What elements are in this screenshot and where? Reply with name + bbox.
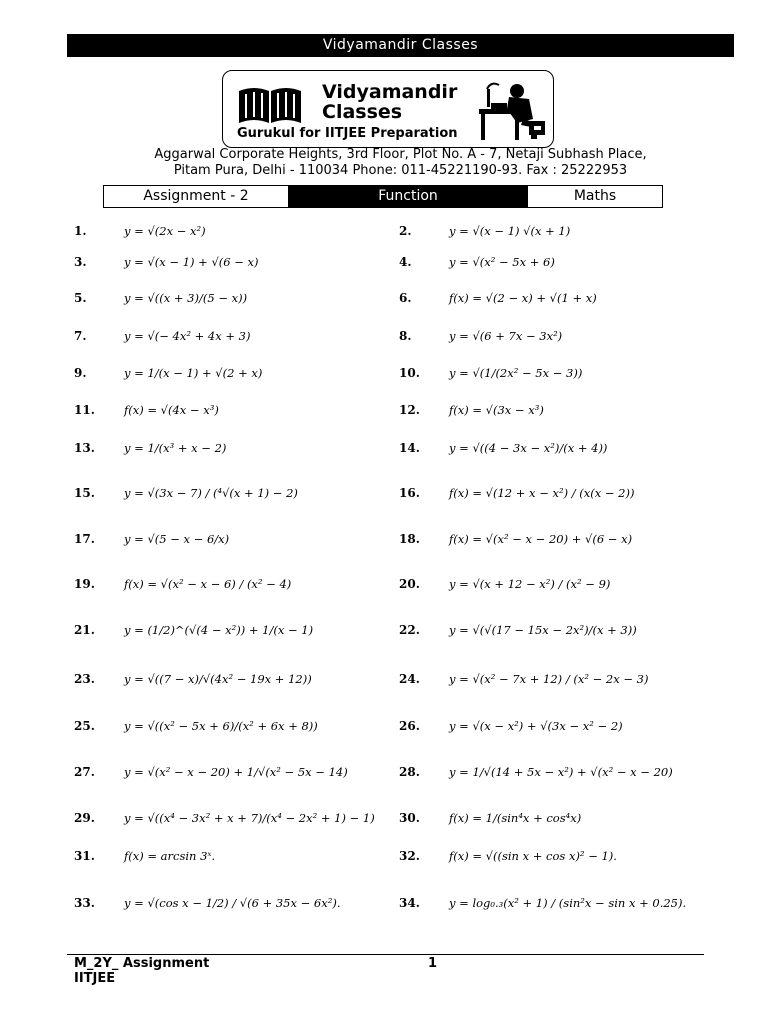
problem-expression: y = √(x − 1) √(x + 1) xyxy=(449,224,571,238)
problem-item xyxy=(399,570,610,598)
problem-expression: y = √((x² − 5x + 6)/(x² + 6x + 8)) xyxy=(124,719,318,733)
problem-expression: y = √((7 − x)/√(4x² − 19x + 12)) xyxy=(124,672,312,686)
problem-number: 4. xyxy=(399,255,412,269)
problem-item xyxy=(74,889,341,917)
problem-item xyxy=(74,616,313,644)
problem-number: 1. xyxy=(74,224,87,238)
problem-expression: y = √(5 − x − 6/x) xyxy=(124,532,230,546)
problem-item xyxy=(399,396,544,424)
problem-item xyxy=(399,804,581,832)
problem-expression: y = √((4 − 3x − x²)/(x + 4)) xyxy=(449,441,608,455)
problem-expression: y = √(x² − 7x + 12) / (x² − 2x − 3) xyxy=(449,672,649,686)
problem-expression: y = √(x − x²) + √(3x − x² − 2) xyxy=(449,719,623,733)
problem-item xyxy=(74,525,229,553)
problem-number: 12. xyxy=(399,403,420,417)
problem-expression: y = √(− 4x² + 4x + 3) xyxy=(124,329,251,343)
problem-number: 16. xyxy=(399,486,420,500)
problem-number: 3. xyxy=(74,255,87,269)
problem-expression: y = 1/√(14 + 5x − x²) + √(x² − x − 20) xyxy=(449,765,673,779)
problem-number: 25. xyxy=(74,719,95,733)
address-line-2: Pitam Pura, Delhi - 110034 Phone: 011-45221190-93. Fax : 25222953 xyxy=(173,163,628,178)
problem-number: 31. xyxy=(74,849,95,863)
problem-item xyxy=(74,712,318,740)
problem-item xyxy=(399,665,648,693)
logo-name-line2: Classes xyxy=(322,101,403,123)
problem-item xyxy=(74,842,215,870)
header-title: Vidyamandir Classes xyxy=(67,34,734,57)
problem-expression: f(x) = √(3x − x³) xyxy=(449,403,544,417)
problem-item xyxy=(74,434,226,462)
logo-name-line1: Vidyamandir xyxy=(322,81,458,103)
problem-item xyxy=(74,284,247,312)
problem-item xyxy=(74,396,219,424)
problem-expression: y = √(6 + 7x − 3x²) xyxy=(449,329,563,343)
problem-expression: f(x) = arcsin 3ˣ. xyxy=(124,849,216,863)
page-number: 1 xyxy=(428,956,438,971)
problem-expression: y = √(1/(2x² − 5x − 3)) xyxy=(449,366,583,380)
problem-item xyxy=(74,359,262,387)
problem-item xyxy=(74,665,312,693)
topic-label: Function xyxy=(288,186,528,207)
problem-number: 18. xyxy=(399,532,420,546)
problem-expression: y = √((x + 3)/(5 − x)) xyxy=(124,291,248,305)
assignment-bar xyxy=(103,185,663,208)
problem-item xyxy=(74,804,375,832)
problem-expression: y = √(√(17 − 15x − 2x²)/(x + 3)) xyxy=(449,623,637,637)
problem-item xyxy=(399,525,632,553)
problem-item xyxy=(399,842,617,870)
problem-number: 30. xyxy=(399,811,420,825)
problem-expression: f(x) = √(2 − x) + √(1 + x) xyxy=(449,291,597,305)
problem-number: 13. xyxy=(74,441,95,455)
problem-item xyxy=(399,758,673,786)
problem-item xyxy=(74,479,298,507)
problem-expression: f(x) = √(4x − x³) xyxy=(124,403,219,417)
problem-number: 32. xyxy=(399,849,420,863)
problem-number: 33. xyxy=(74,896,95,910)
problem-item xyxy=(74,758,348,786)
problem-number: 8. xyxy=(399,329,412,343)
problem-number: 7. xyxy=(74,329,87,343)
problem-expression: f(x) = √((sin x + cos x)² − 1). xyxy=(449,849,617,863)
problem-number: 15. xyxy=(74,486,95,500)
problem-expression: y = √(2x − x²) xyxy=(124,224,206,238)
address-line-1: Aggarwal Corporate Heights, 3rd Floor, Plot No. A - 7, Netaji Subhash Place, xyxy=(154,147,647,162)
open-book-icon xyxy=(237,85,303,125)
problem-number: 27. xyxy=(74,765,95,779)
problem-expression: y = √(x + 12 − x²) / (x² − 9) xyxy=(449,577,611,591)
problem-number: 24. xyxy=(399,672,420,686)
problem-number: 9. xyxy=(74,366,87,380)
problem-expression: f(x) = √(x² − x − 20) + √(6 − x) xyxy=(449,532,633,546)
logo-tagline: Gurukul for IITJEE Preparation xyxy=(237,126,458,141)
problem-item xyxy=(399,359,582,387)
assignment-label: Assignment - 2 xyxy=(143,188,249,204)
problem-expression: y = √(cos x − 1/2) / √(6 + 35x − 6x²). xyxy=(124,896,341,910)
problem-item xyxy=(399,284,597,312)
problem-number: 2. xyxy=(399,224,412,238)
problem-expression: y = 1/(x − 1) + √(2 + x) xyxy=(124,366,263,380)
problem-item xyxy=(399,434,607,462)
problem-number: 6. xyxy=(399,291,412,305)
problem-expression: f(x) = 1/(sin⁴x + cos⁴x) xyxy=(449,811,582,825)
problem-number: 28. xyxy=(399,765,420,779)
problem-item xyxy=(399,217,570,245)
problem-number: 22. xyxy=(399,623,420,637)
problem-number: 17. xyxy=(74,532,95,546)
logo-name xyxy=(322,82,457,122)
problem-expression: y = √(3x − 7) / (⁴√(x + 1) − 2) xyxy=(124,486,298,500)
problem-number: 11. xyxy=(74,403,95,417)
problem-item xyxy=(399,616,637,644)
problem-item xyxy=(399,479,634,507)
problem-number: 14. xyxy=(399,441,420,455)
problem-expression: y = √(x² − x − 20) + 1/√(x² − 5x − 14) xyxy=(124,765,348,779)
problem-expression: y = (1/2)^(√(4 − x²)) + 1/(x − 1) xyxy=(124,623,314,637)
problem-item xyxy=(74,248,259,276)
logo xyxy=(222,70,554,148)
problem-number: 10. xyxy=(399,366,420,380)
subject-label: Maths xyxy=(573,188,617,204)
problem-expression: y = log₀.₃(x² + 1) / (sin²x − sin x + 0.25). xyxy=(449,896,687,910)
problem-item xyxy=(399,889,686,917)
problem-number: 5. xyxy=(74,291,87,305)
problem-expression: f(x) = √(12 + x − x²) / (x(x − 2)) xyxy=(449,486,635,500)
footer-divider xyxy=(67,954,704,955)
problem-expression: f(x) = √(x² − x − 6) / (x² − 4) xyxy=(124,577,292,591)
footer-code xyxy=(74,956,209,986)
problem-expression: y = √(x − 1) + √(6 − x) xyxy=(124,255,259,269)
problem-number: 34. xyxy=(399,896,420,910)
problem-number: 29. xyxy=(74,811,95,825)
problem-item xyxy=(74,322,250,350)
student-at-desk-icon xyxy=(477,79,549,143)
problem-item xyxy=(74,570,291,598)
problem-number: 23. xyxy=(74,672,95,686)
problem-item xyxy=(74,217,206,245)
problem-number: 20. xyxy=(399,577,420,591)
problem-expression: y = √(x² − 5x + 6) xyxy=(449,255,555,269)
problem-item xyxy=(399,248,555,276)
problem-number: 19. xyxy=(74,577,95,591)
problem-number: 26. xyxy=(399,719,420,733)
footer-code-text: M_2Y_ Assignment xyxy=(74,956,210,971)
problem-item xyxy=(399,322,562,350)
problem-item xyxy=(399,712,623,740)
footer-course: IITJEE xyxy=(74,971,116,986)
problem-expression: y = 1/(x³ + x − 2) xyxy=(124,441,227,455)
problem-number: 21. xyxy=(74,623,95,637)
problem-expression: y = √((x⁴ − 3x² + x + 7)/(x⁴ − 2x² + 1) − 1) xyxy=(124,811,375,825)
